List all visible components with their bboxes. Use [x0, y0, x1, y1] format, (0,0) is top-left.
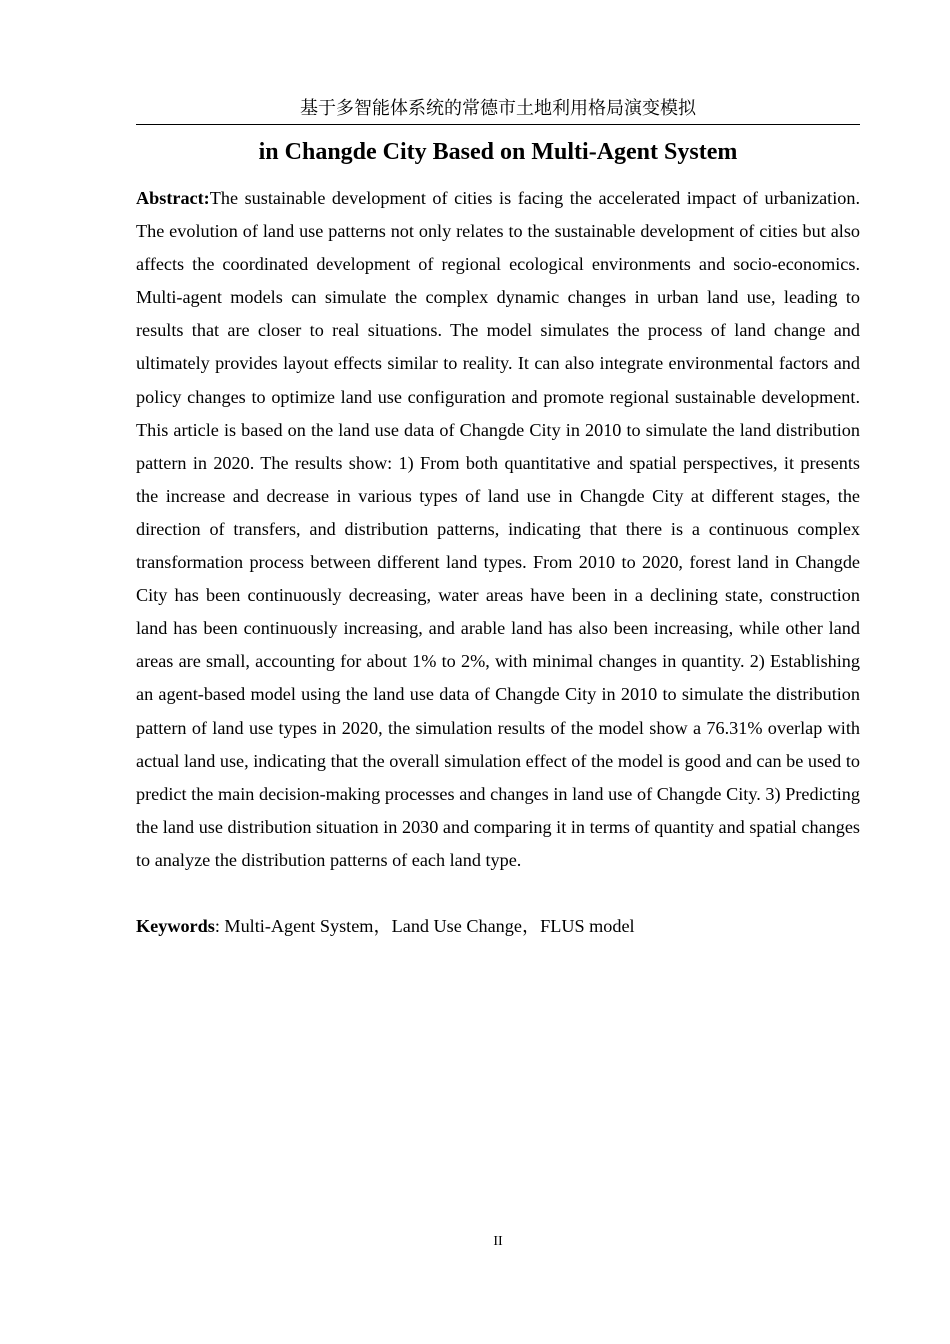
page-number: II	[493, 1234, 503, 1249]
keywords-label: Keywords	[136, 916, 215, 936]
abstract-text: The sustainable development of cities is facing the accelerated impact of urbanization. The evolution of land use patterns not only relates to the sustainable development of cities but also affects the coordinated development of regional ecological environments and socio-economics. Multi-agent models can simulate the complex dynamic changes in urban land use, leading to results that are closer to real situations. The model simulates the process of land change and ultimately provides layout effects similar to reality. It can also integrate environmental factors and policy changes to optimize land use configuration and promote regional sustainable development. This article is based on the land use data of Changde City in 2010 to simulate the land distribution pattern in 2020. The results show: 1) From both quantitative and spatial perspectives, it presents the increase and decrease in various types of land use in Changde City at different stages, the direction of transfers, and distribution patterns, indicating that there is a continuous complex transformation process between different land types. From 2010 to 2020, forest land in Changde City has been continuously decreasing, water areas have been in a declining state, construction land has been continuously increasing, and arable land has also been increasing, while other land areas are small, accounting for about 1% to 2%, with minimal changes in quantity. 2) Establishing an agent-based model using the land use data of Changde City in 2010 to simulate the distribution pattern of land use types in 2020, the simulation results of the model show a 76.31% overlap with actual land use, indicating that the overall simulation effect of the model is good and can be used to predict the main decision-making processes and changes in land use of Changde City. 3) Predicting the land use distribution situation in 2030 and comparing it in terms of quantity and spatial changes to analyze the distribution patterns of each land type.	[136, 188, 860, 870]
abstract-paragraph	[136, 182, 860, 877]
page-title: in Changde City Based on Multi-Agent System	[258, 139, 738, 165]
abstract-label: Abstract:	[136, 188, 210, 208]
header-rule	[136, 124, 860, 125]
keywords-line	[136, 910, 860, 943]
running-header: 基于多智能体系统的常德市土地利用格局演变模拟	[300, 98, 696, 119]
keywords-text: : Multi-Agent System，Land Use Change，FLUS model	[214, 916, 635, 936]
